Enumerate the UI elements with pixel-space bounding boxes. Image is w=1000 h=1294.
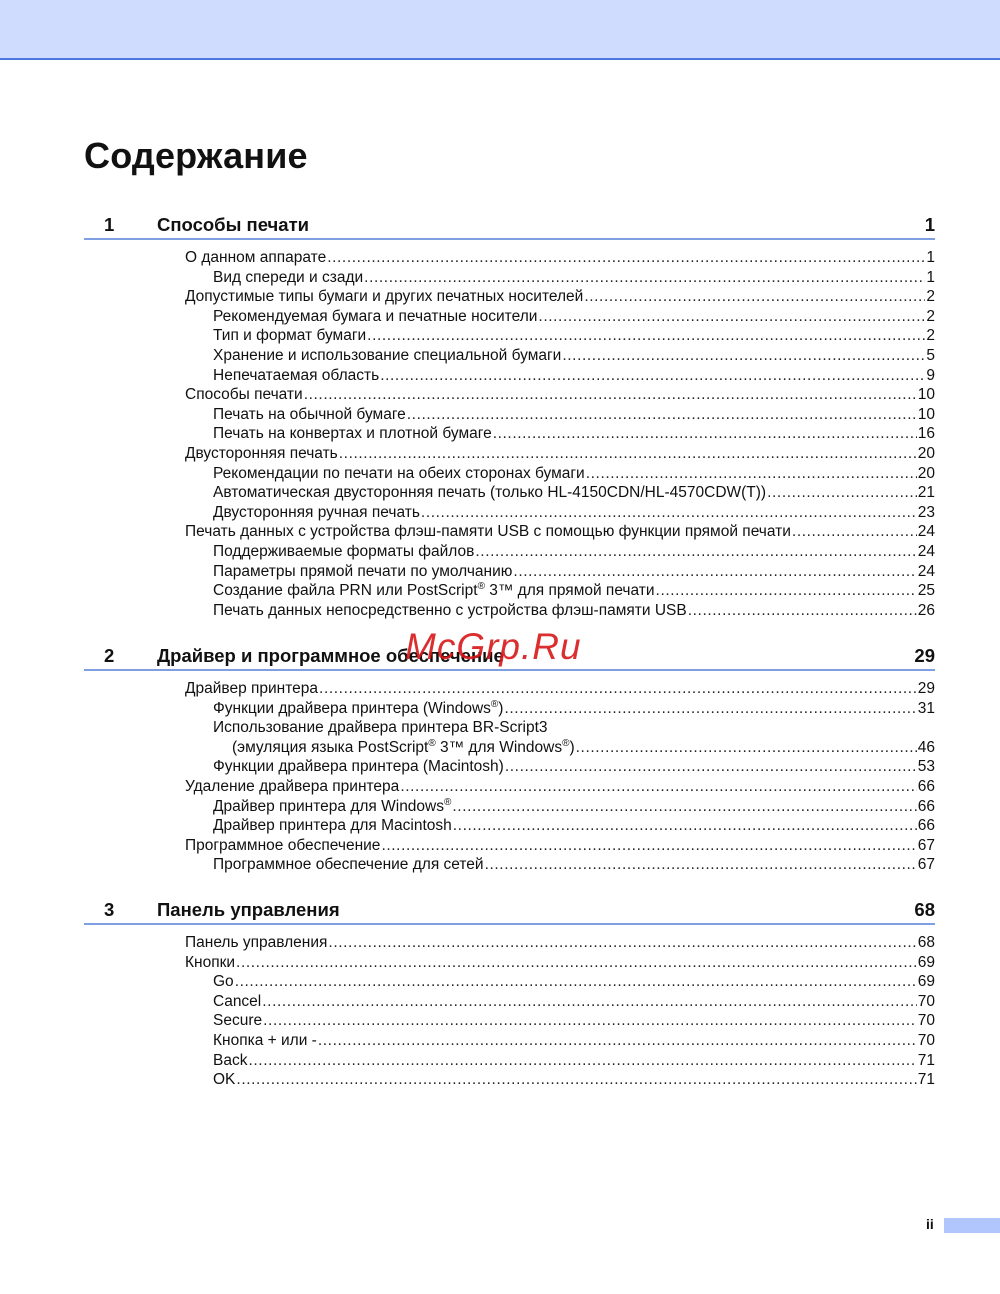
entry-page: 71 [917,1071,935,1089]
section-title: Способы печати [157,214,310,235]
entry-page: 66 [917,777,935,795]
entry-title [185,933,327,953]
entry-title [232,738,575,758]
toc-entry[interactable] [84,797,935,817]
entry-title [185,248,326,268]
toc-entry[interactable] [84,464,935,484]
toc-section [84,643,935,875]
dot-leader [248,1051,916,1071]
toc-entry[interactable] [84,385,935,405]
toc-entry[interactable] [84,405,935,425]
toc-entry[interactable] [84,1070,935,1090]
entry-title [213,366,379,386]
toc-entry[interactable] [84,268,935,288]
toc-entry[interactable] [84,307,935,327]
entry-page: 53 [917,758,935,776]
toc-entry[interactable] [84,699,935,719]
dot-leader [576,738,917,758]
entry-title [213,464,585,484]
entry-text: Рекомендуемая бумага и печатные носители [213,307,538,325]
entry-title [185,679,318,699]
entry-text: Печать на обычной бумаге [213,405,406,423]
toc-section [84,897,935,1090]
entry-text: Способы печати [185,386,303,404]
entry-page: 66 [917,797,935,815]
section-page: 1 [924,214,935,235]
entry-title [185,836,380,856]
entry-text: Печать на конвертах и плотной бумаге [213,425,492,443]
entry-text: Автоматическая двусторонняя печать (только HL-4150CDN/HL-4570CDW(T)) [213,484,767,502]
toc-entry[interactable] [84,326,935,346]
entry-title [213,424,492,444]
dot-leader [505,757,917,777]
dot-leader [792,522,917,542]
entry-title [185,522,791,542]
entry-title [213,699,503,719]
dot-leader [235,972,917,992]
entry-text: Драйвер принтера для Windows [213,797,444,815]
dot-leader [504,699,916,719]
entry-page: 24 [917,542,935,560]
entry-text: Драйвер принтера [185,680,319,697]
dot-leader [485,855,917,875]
entry-page: 10 [917,386,935,404]
toc-entry[interactable] [84,679,935,699]
entry-text: ) [498,699,504,717]
entry-text: Рекомендации по печати на обеих сторонах бумаги [213,464,585,482]
entry-text: Удаление драйвера принтера [185,777,400,795]
entry-text: Go [213,973,234,991]
dot-leader [538,307,925,327]
entry-text: Создание файла PRN или PostScript [213,582,478,600]
entry-text: (эмуляция языка PostScript [232,738,429,756]
dot-leader [452,797,916,817]
watermark: McGrp.Ru [405,626,582,667]
section-title: Панель управления [157,899,340,920]
dot-leader [318,1031,917,1051]
toc-entry[interactable] [84,1051,935,1071]
entry-page: 69 [917,953,935,971]
toc-entry[interactable] [84,718,935,738]
entry-title [213,601,687,621]
entry-page: 20 [917,464,935,482]
toc-entry[interactable] [84,953,935,973]
dot-leader [767,483,917,503]
entry-text: Кнопки [185,953,236,971]
entry-title [213,1011,262,1031]
dot-leader [381,836,916,856]
dot-leader [400,777,916,797]
entry-page: 31 [917,699,935,717]
dot-leader [236,1070,916,1090]
dot-leader [367,326,925,346]
header-band [0,0,1000,60]
dot-leader [364,268,925,288]
entry-text: Secure [213,1012,263,1030]
entry-page: 10 [917,405,935,423]
entry-title [185,953,235,973]
entry-page: 20 [917,444,935,462]
entry-page: 67 [917,856,935,874]
toc-section [84,212,935,620]
entry-title [213,1031,317,1051]
entry-title [213,483,766,503]
entry-page: 16 [917,425,935,443]
toc-entry[interactable] [84,992,935,1012]
entry-page: 69 [917,973,935,991]
toc-entry[interactable] [84,972,935,992]
toc-entry[interactable] [84,424,935,444]
dot-leader [453,816,917,836]
entry-text: Функции драйвера принтера (Windows [213,699,491,717]
toc-entry[interactable] [84,757,935,777]
section-number: 2 [104,645,115,666]
dot-leader [262,992,917,1012]
entry-title [185,444,338,464]
entry-page: 70 [917,1012,935,1030]
entry-page: 29 [917,680,935,697]
dot-leader [304,385,917,405]
entry-title [213,972,234,992]
section-page: 29 [914,645,935,666]
section-number: 1 [104,214,115,235]
entry-page: 68 [917,934,935,951]
entry-text: Печать данных с устройства флэш-памяти USB с помощью функции прямой печати [185,523,791,541]
entry-text: Программное обеспечение [185,836,381,854]
entry-text: Вид спереди и сзади [213,268,364,286]
entry-title [213,562,512,582]
entry-text: Использование драйвера принтера BR-Script3 [213,719,548,737]
entry-text: Двусторонняя ручная печать [213,503,420,521]
toc-entry[interactable] [84,542,935,562]
entry-title [213,542,474,562]
dot-leader [475,542,916,562]
toc-entry[interactable] [84,601,935,621]
entry-text: О данном аппарате [185,249,327,266]
entry-text: Кнопка + или - [213,1031,317,1049]
entry-text: Хранение и использование специальной бумаги [213,346,562,364]
entry-title [185,287,583,307]
section-heading[interactable] [84,212,935,240]
entry-title [213,757,504,777]
entry-page: 70 [917,1031,935,1049]
toc-entry[interactable] [84,836,935,856]
dot-leader [688,601,917,621]
entry-title [213,855,484,875]
entry-title [213,992,261,1012]
entry-page: 46 [917,738,935,756]
entry-title [213,326,366,346]
dot-leader [319,679,917,699]
toc-entry[interactable] [84,1031,935,1051]
dot-leader [562,346,925,366]
entry-text: Панель управления [185,934,328,951]
entry-text: Печать данных непосредственно с устройства флэш-памяти USB [213,601,687,619]
entry-page: 71 [917,1051,935,1069]
entry-page: 1 [926,249,935,266]
entry-page: 9 [926,366,935,384]
dot-leader [263,1011,917,1031]
entry-title [213,503,420,523]
entry-page: 2 [926,288,935,306]
entry-title [213,1051,247,1071]
entry-page: 5 [926,346,935,364]
entry-page: 24 [917,562,935,580]
entry-text: 3™ для прямой печати [484,582,655,600]
entry-title [213,307,537,327]
registered-mark: ® [490,698,499,710]
registered-mark: ® [562,737,570,749]
entry-page: 24 [917,523,935,541]
dot-leader [380,366,925,386]
toc-entry[interactable] [84,562,935,582]
entry-text: Back [213,1051,248,1069]
entry-title [213,718,548,738]
entry-title [213,816,452,836]
toc-entry[interactable] [84,855,935,875]
dot-leader [327,248,925,268]
section-title: Драйвер и программное обеспечение [157,645,504,666]
dot-leader [339,444,917,464]
toc-entry[interactable] [84,444,935,464]
entry-title [213,581,655,601]
entry-page: 2 [926,327,935,345]
toc-entry[interactable] [84,287,935,307]
dot-leader [407,405,917,425]
toc-entry[interactable] [84,503,935,523]
entry-page: 26 [917,601,935,619]
entry-title [213,405,406,425]
dot-leader [236,953,917,973]
entry-text: Допустимые типы бумаги и других печатных носителей [185,288,584,306]
toc-entry[interactable] [84,483,935,503]
entry-text: Cancel [213,992,262,1010]
toc-entry[interactable] [84,777,935,797]
entry-text: Драйвер принтера для Macintosh [213,817,452,835]
entry-page: 25 [917,582,935,600]
section-page: 68 [914,899,935,920]
footer-band [944,1218,1000,1233]
registered-mark: ® [477,581,485,593]
entry-text: Поддерживаемые форматы файлов [213,542,475,560]
section-number: 3 [104,899,115,920]
entry-page: 2 [926,307,935,325]
entry-page: 23 [917,503,935,521]
entry-title [213,1070,235,1090]
registered-mark: ® [428,737,436,749]
dot-leader [586,464,917,484]
entry-text: ) [569,738,575,756]
toc-entry[interactable] [84,522,935,542]
dot-leader [328,933,916,953]
toc-entry[interactable] [84,248,935,268]
toc-entry[interactable] [84,366,935,386]
entry-page: 1 [926,268,935,286]
entry-title [185,777,399,797]
toc-entry[interactable] [84,738,935,758]
dot-leader [584,287,925,307]
entry-text: Двусторонняя печать [185,444,338,462]
entry-title [213,797,451,817]
entry-title [213,346,561,366]
entry-text: Программное обеспечение для сетей [213,856,484,874]
toc-entry[interactable] [84,346,935,366]
toc-entry[interactable] [84,1011,935,1031]
dot-leader [513,562,916,582]
entry-text: Параметры прямой печати по умолчанию [213,562,513,580]
entry-page: 66 [917,817,935,835]
dot-leader [421,503,917,523]
dot-leader [656,581,917,601]
entry-text: Тип и формат бумаги [213,327,367,345]
page-number: ii [926,1216,934,1232]
entry-text: OK [213,1071,236,1089]
page-title: Содержание [84,135,308,176]
toc-entry[interactable] [84,581,935,601]
entry-text: 3™ для Windows [435,738,563,756]
dot-leader [493,424,917,444]
registered-mark: ® [444,796,452,808]
entry-text: Функции драйвера принтера (Macintosh) [213,758,504,776]
toc-entry[interactable] [84,933,935,953]
entry-page: 21 [917,484,935,502]
entry-title [213,268,363,288]
section-heading[interactable] [84,897,935,925]
entry-title [185,385,303,405]
entry-text: Непечатаемая область [213,366,380,384]
toc-entry[interactable] [84,816,935,836]
entry-page: 70 [917,992,935,1010]
entry-page: 67 [917,836,935,854]
